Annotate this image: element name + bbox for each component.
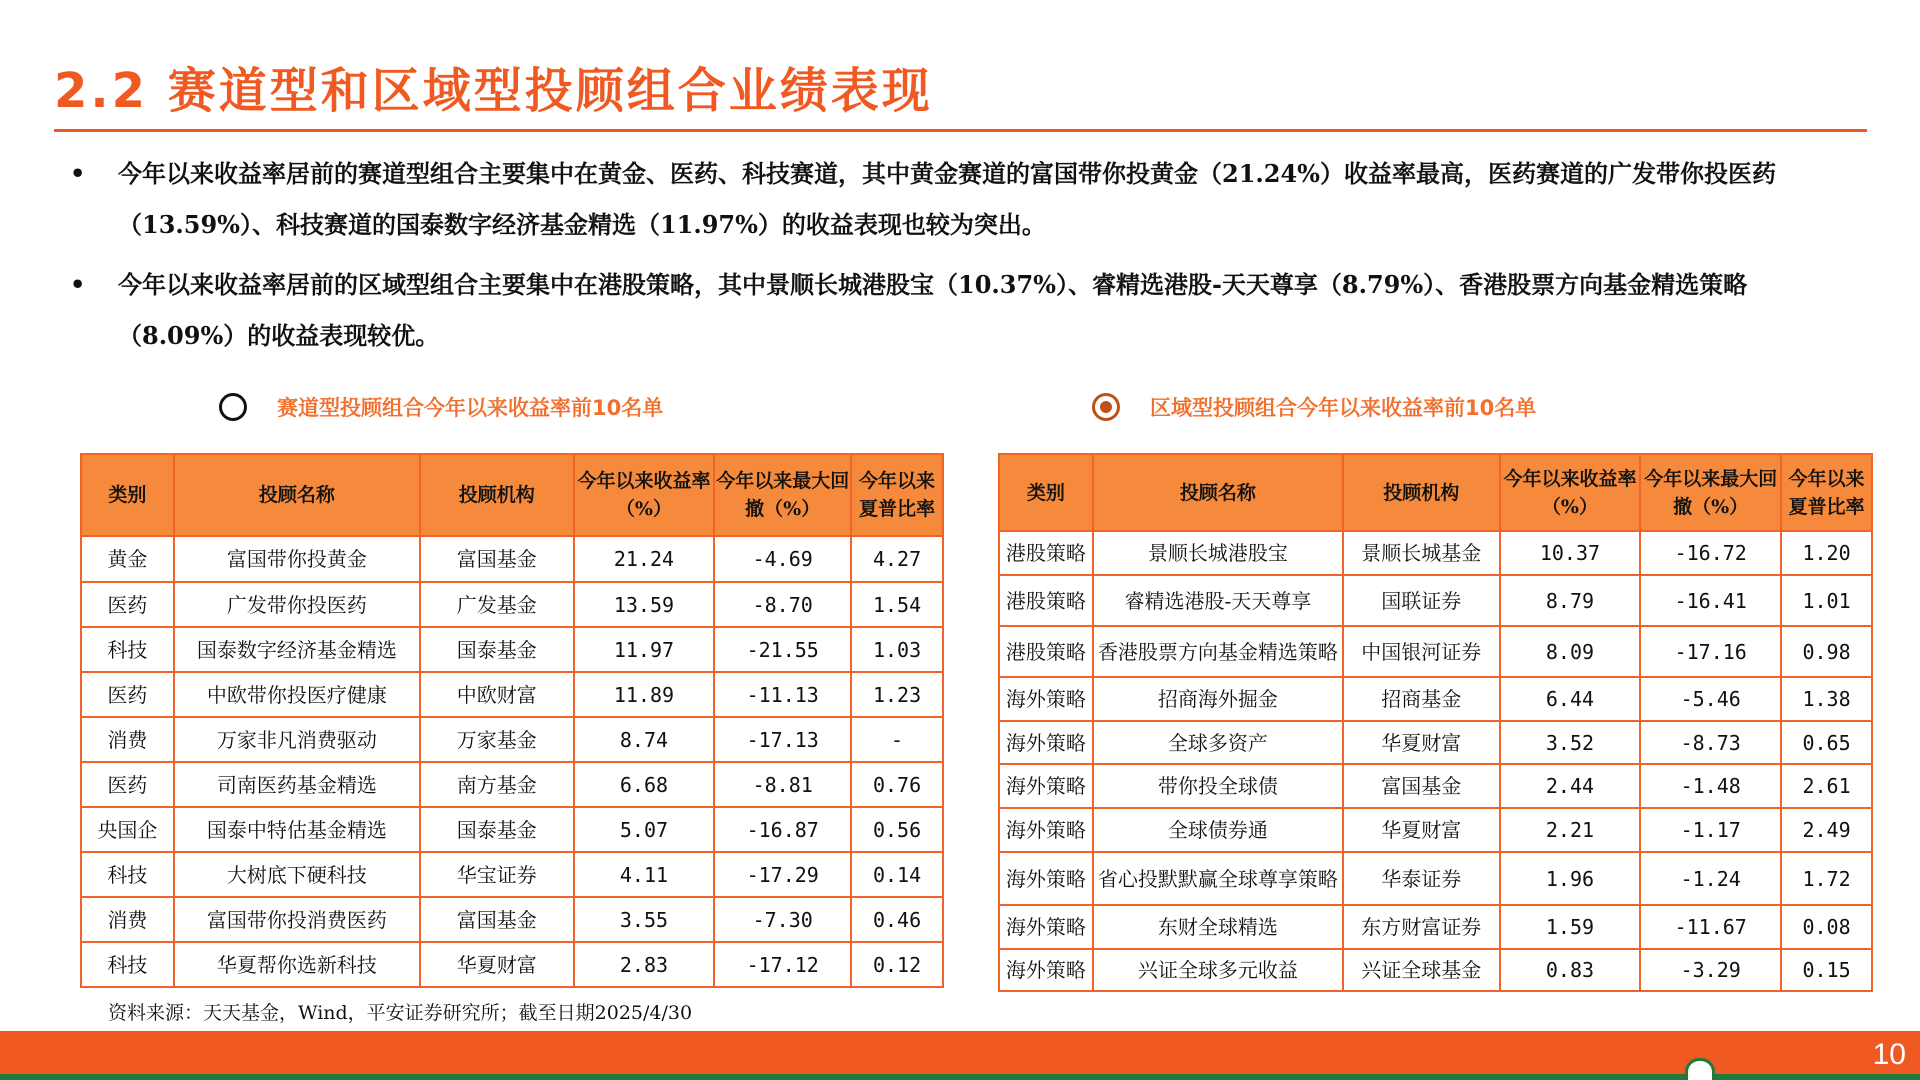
table-cell: -7.30 <box>714 897 851 942</box>
table-row <box>81 852 943 897</box>
table-cell: 0.76 <box>851 762 943 807</box>
table-cell: -8.81 <box>714 762 851 807</box>
table-cell: 科技 <box>81 852 174 897</box>
right-subtitle-text: 区域型投顾组合今年以来收益率前10名单 <box>1150 396 1537 420</box>
table-row <box>999 626 1872 677</box>
table-cell: 消费 <box>81 897 174 942</box>
table-cell: 0.46 <box>851 897 943 942</box>
table-cell: 富国带你投黄金 <box>174 536 420 582</box>
table-cell: 港股策略 <box>999 531 1093 575</box>
table-row <box>81 942 943 987</box>
table-cell: 省心投默默赢全球尊享策略 <box>1093 852 1343 905</box>
table-cell: 6.44 <box>1500 677 1641 721</box>
footer-bar <box>0 1031 1920 1075</box>
table-cell: 华夏财富 <box>1343 721 1500 764</box>
table-cell: 0.14 <box>851 852 943 897</box>
table-cell: 大树底下硬科技 <box>174 852 420 897</box>
column-header: 投顾机构 <box>1343 454 1500 531</box>
column-header: 今年以来最大回撤（%） <box>714 454 851 536</box>
table-cell: 全球多资产 <box>1093 721 1343 764</box>
table-cell: 国联证券 <box>1343 575 1500 626</box>
column-header: 投顾名称 <box>1093 454 1343 531</box>
table-cell: -8.70 <box>714 582 851 627</box>
table-cell: 国泰数字经济基金精选 <box>174 627 420 672</box>
table-cell: -1.24 <box>1640 852 1781 905</box>
table-cell: 1.72 <box>1781 852 1872 905</box>
table-cell: 1.20 <box>1781 531 1872 575</box>
table-cell: 医药 <box>81 762 174 807</box>
left-subtitle-text: 赛道型投顾组合今年以来收益率前10名单 <box>277 396 664 420</box>
track-portfolio-table <box>80 453 944 988</box>
table-cell: -1.17 <box>1640 808 1781 852</box>
table-cell: - <box>851 717 943 762</box>
table-row <box>999 531 1872 575</box>
table-cell: -17.29 <box>714 852 851 897</box>
table-cell: 医药 <box>81 672 174 717</box>
table-cell: 司南医药基金精选 <box>174 762 420 807</box>
table-cell: 2.49 <box>1781 808 1872 852</box>
table-cell: 万家基金 <box>420 717 574 762</box>
table-row <box>999 575 1872 626</box>
table-cell: -17.12 <box>714 942 851 987</box>
bullet-1 <box>70 148 1860 250</box>
table-cell: 2.83 <box>574 942 715 987</box>
table-cell: 0.65 <box>1781 721 1872 764</box>
table-cell: 科技 <box>81 942 174 987</box>
column-header: 投顾机构 <box>420 454 574 536</box>
table-cell: 11.89 <box>574 672 715 717</box>
table-row <box>999 721 1872 764</box>
table-cell: 8.09 <box>1500 626 1641 677</box>
table-cell: 全球债券通 <box>1093 808 1343 852</box>
table-cell: 富国基金 <box>420 536 574 582</box>
table-cell: 海外策略 <box>999 808 1093 852</box>
table-row <box>999 905 1872 949</box>
table-cell: 0.56 <box>851 807 943 852</box>
table-cell: 3.52 <box>1500 721 1641 764</box>
table-row <box>81 897 943 942</box>
table-row <box>81 627 943 672</box>
table-cell: 兴证全球多元收益 <box>1093 949 1343 991</box>
logo-icon <box>1685 1058 1715 1080</box>
table-cell: 广发基金 <box>420 582 574 627</box>
bullet-dot: • <box>70 159 86 188</box>
left-subtitle <box>219 392 663 422</box>
table-cell: 1.38 <box>1781 677 1872 721</box>
table-cell: -1.48 <box>1640 764 1781 808</box>
table-cell: 2.61 <box>1781 764 1872 808</box>
table-cell: 富国带你投消费医药 <box>174 897 420 942</box>
column-header: 今年以来收益率（%） <box>574 454 715 536</box>
page-number: 10 <box>1872 1038 1906 1071</box>
bullet-text: 今年以来收益率居前的赛道型组合主要集中在黄金、医药、科技赛道，其中黄金赛道的富国带你投黄金（21.24%）收益率最高，医药赛道的广发带你投医药（13.59%）、科技赛道的国泰数字经济基金精选（11.97%）的收益表现也较为突出。 <box>118 159 1776 239</box>
column-header: 类别 <box>81 454 174 536</box>
table-cell: 华夏帮你选新科技 <box>174 942 420 987</box>
table-cell: 兴证全球基金 <box>1343 949 1500 991</box>
table-row <box>999 764 1872 808</box>
column-header: 投顾名称 <box>174 454 420 536</box>
column-header: 今年以来最大回撤（%） <box>1640 454 1781 531</box>
table-cell: -3.29 <box>1640 949 1781 991</box>
table-cell: 8.79 <box>1500 575 1641 626</box>
table-row <box>81 762 943 807</box>
title-divider <box>54 129 1867 132</box>
table-cell: 0.15 <box>1781 949 1872 991</box>
table-cell: 1.03 <box>851 627 943 672</box>
table-cell: -11.67 <box>1640 905 1781 949</box>
table-cell: 11.97 <box>574 627 715 672</box>
table-cell: 华宝证券 <box>420 852 574 897</box>
table-cell: 13.59 <box>574 582 715 627</box>
page-title: 2.2 赛道型和区域型投顾组合业绩表现 <box>54 63 933 119</box>
table-cell: 4.11 <box>574 852 715 897</box>
table-row <box>81 582 943 627</box>
footer-green-line <box>0 1074 1920 1080</box>
table-cell: 21.24 <box>574 536 715 582</box>
table-cell: 3.55 <box>574 897 715 942</box>
table-cell: 招商海外掘金 <box>1093 677 1343 721</box>
table-row <box>999 949 1872 991</box>
table-cell: 富国基金 <box>420 897 574 942</box>
table-cell: -16.41 <box>1640 575 1781 626</box>
table-cell: 华泰证券 <box>1343 852 1500 905</box>
table-cell: 海外策略 <box>999 852 1093 905</box>
table-cell: 国泰基金 <box>420 807 574 852</box>
table-header-row <box>999 454 1872 531</box>
table-cell: -8.73 <box>1640 721 1781 764</box>
table-cell: 国泰中特估基金精选 <box>174 807 420 852</box>
table-cell: 海外策略 <box>999 677 1093 721</box>
table-cell: 国泰基金 <box>420 627 574 672</box>
table-cell: 海外策略 <box>999 764 1093 808</box>
table-cell: 6.68 <box>574 762 715 807</box>
table-cell: 广发带你投医药 <box>174 582 420 627</box>
region-portfolio-table <box>998 453 1873 992</box>
table-cell: 华夏财富 <box>420 942 574 987</box>
source-note: 资料来源：天天基金，Wind，平安证券研究所；截至日期2025/4/30 <box>108 1002 693 1024</box>
radio-filled-icon <box>1092 393 1120 421</box>
table-cell: -4.69 <box>714 536 851 582</box>
table-cell: 4.27 <box>851 536 943 582</box>
table-cell: 海外策略 <box>999 905 1093 949</box>
table-cell: 消费 <box>81 717 174 762</box>
table-cell: 招商基金 <box>1343 677 1500 721</box>
table-cell: 华夏财富 <box>1343 808 1500 852</box>
table-cell: 港股策略 <box>999 626 1093 677</box>
table-cell: -17.13 <box>714 717 851 762</box>
table-cell: -21.55 <box>714 627 851 672</box>
table-row <box>999 677 1872 721</box>
table-cell: 海外策略 <box>999 949 1093 991</box>
table-cell: 央国企 <box>81 807 174 852</box>
table-row <box>999 852 1872 905</box>
column-header: 今年以来收益率（%） <box>1500 454 1641 531</box>
table-cell: 1.96 <box>1500 852 1641 905</box>
table-cell: 香港股票方向基金精选策略 <box>1093 626 1343 677</box>
column-header: 今年以来夏普比率 <box>851 454 943 536</box>
table-row <box>81 717 943 762</box>
table-cell: 科技 <box>81 627 174 672</box>
table-cell: 黄金 <box>81 536 174 582</box>
table-cell: 万家非凡消费驱动 <box>174 717 420 762</box>
table-cell: -16.87 <box>714 807 851 852</box>
table-cell: 医药 <box>81 582 174 627</box>
table-cell: 0.08 <box>1781 905 1872 949</box>
table-cell: 0.98 <box>1781 626 1872 677</box>
table-cell: 东财全球精选 <box>1093 905 1343 949</box>
table-row <box>81 672 943 717</box>
table-cell: 1.01 <box>1781 575 1872 626</box>
table-cell: -5.46 <box>1640 677 1781 721</box>
table-row <box>999 808 1872 852</box>
bullet-dot: • <box>70 270 86 299</box>
right-subtitle <box>1092 392 1536 422</box>
table-cell: 1.54 <box>851 582 943 627</box>
radio-empty-icon <box>219 393 247 421</box>
table-cell: 东方财富证券 <box>1343 905 1500 949</box>
table-cell: 1.59 <box>1500 905 1641 949</box>
bullet-2 <box>70 259 1860 361</box>
table-cell: 景顺长城港股宝 <box>1093 531 1343 575</box>
table-cell: -17.16 <box>1640 626 1781 677</box>
table-cell: 0.12 <box>851 942 943 987</box>
table-cell: 带你投全球债 <box>1093 764 1343 808</box>
table-cell: 5.07 <box>574 807 715 852</box>
table-cell: 8.74 <box>574 717 715 762</box>
bullet-text: 今年以来收益率居前的区域型组合主要集中在港股策略，其中景顺长城港股宝（10.37%）、睿精选港股-天天尊享（8.79%）、香港股票方向基金精选策略（8.09%）的收益表现较优。 <box>118 270 1748 350</box>
table-cell: 2.44 <box>1500 764 1641 808</box>
table-cell: 富国基金 <box>1343 764 1500 808</box>
table-row <box>81 807 943 852</box>
table-cell: 海外策略 <box>999 721 1093 764</box>
table-row <box>81 536 943 582</box>
table-cell: 中欧财富 <box>420 672 574 717</box>
table-cell: 1.23 <box>851 672 943 717</box>
table-cell: -16.72 <box>1640 531 1781 575</box>
table-cell: 港股策略 <box>999 575 1093 626</box>
table-cell: 2.21 <box>1500 808 1641 852</box>
table-cell: 10.37 <box>1500 531 1641 575</box>
table-cell: 0.83 <box>1500 949 1641 991</box>
table-cell: -11.13 <box>714 672 851 717</box>
table-cell: 南方基金 <box>420 762 574 807</box>
table-header-row <box>81 454 943 536</box>
column-header: 类别 <box>999 454 1093 531</box>
table-cell: 中欧带你投医疗健康 <box>174 672 420 717</box>
table-cell: 睿精选港股-天天尊享 <box>1093 575 1343 626</box>
table-cell: 景顺长城基金 <box>1343 531 1500 575</box>
table-cell: 中国银河证券 <box>1343 626 1500 677</box>
column-header: 今年以来夏普比率 <box>1781 454 1872 531</box>
